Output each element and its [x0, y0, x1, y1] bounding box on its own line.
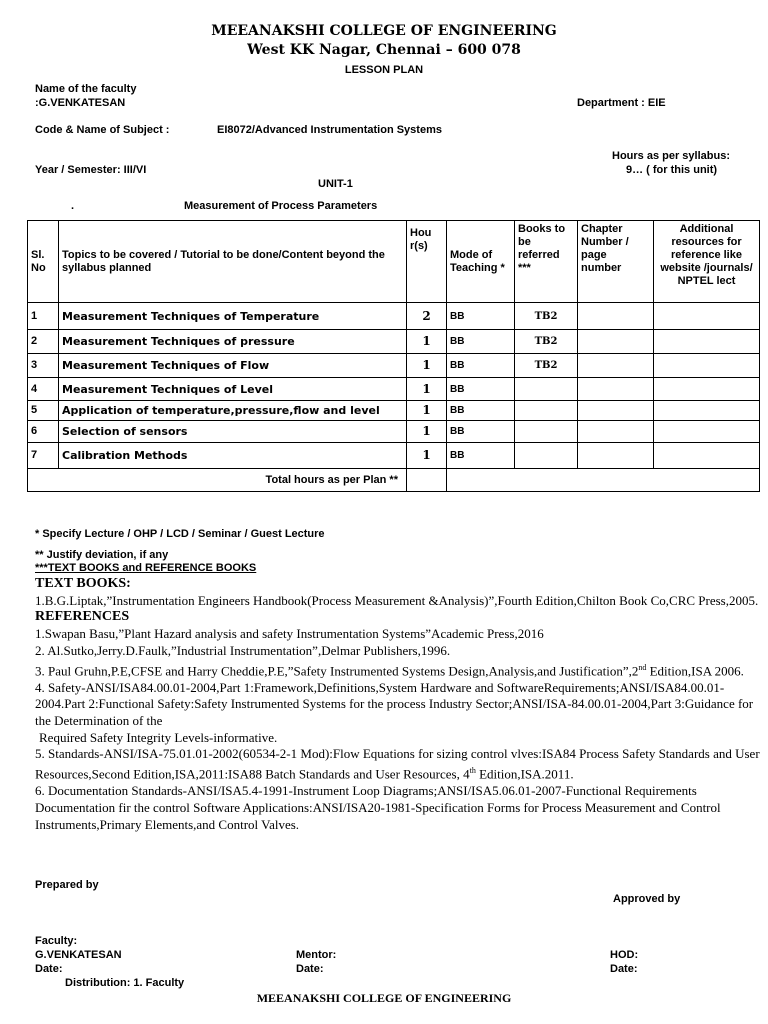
row-additional: [654, 401, 760, 421]
header-topics: Topics to be covered / Tutorial to be done/Content beyond the syllabus planned: [59, 221, 407, 303]
header-mode: Mode of Teaching *: [447, 221, 515, 303]
row-topic: Measurement Techniques of Temperature: [59, 303, 407, 330]
table-row: [28, 378, 760, 401]
row-topic: Measurement Techniques of pressure: [59, 330, 407, 354]
row-book: [515, 421, 578, 443]
hod-date: Date:: [610, 963, 638, 975]
references-block: [35, 576, 760, 833]
table-row: [28, 303, 760, 330]
prepared-by: Prepared by: [35, 879, 99, 891]
reference-text: 5. Standards-ANSI/ISA-75.01.01-2002(60534-2-1 Mod):Flow Equations for sizing control vlves:ISA84 Process Safety Standards and User Resources,Second Edition,ISA,2011:ISA88 Batch Standards and User Resources, 4: [35, 746, 760, 782]
row-additional: [654, 354, 760, 378]
row-chapter: [578, 303, 654, 330]
row-chapter: [578, 354, 654, 378]
row-sl: 6: [28, 421, 59, 443]
row-additional: [654, 421, 760, 443]
superscript: nd: [638, 662, 647, 672]
note-specify: * Specify Lecture / OHP / LCD / Seminar / Guest Lecture: [35, 528, 325, 540]
table-row: [28, 354, 760, 378]
total-hours-label: Total hours as per Plan **: [28, 469, 407, 492]
row-sl: 5: [28, 401, 59, 421]
faculty-name: :G.VENKATESAN: [35, 97, 126, 109]
table-row: [28, 443, 760, 469]
header-additional: Additional resources for reference like website /journals/ NPTEL lect: [654, 221, 760, 303]
faculty-label: Name of the faculty: [35, 83, 137, 95]
row-sl: 1: [28, 303, 59, 330]
row-book: [515, 443, 578, 469]
header-chapter: Chapter Number / page number: [578, 221, 654, 303]
reference-text: 3. Paul Gruhn,P.E,CFSE and Harry Cheddie,P.E,”Safety Instrumented Systems Design,Analysis,and Justification”,2: [35, 662, 639, 678]
unit-number: UNIT-1: [318, 178, 353, 190]
reference-item: 4. Safety-ANSI/ISA84.00.01-2004,Part 1:Framework,Definitions,System Hardware and SoftwareRequirements;ANSI/ISA84.00.01-2004.Part 2:Functional Safety:Safety Instrumented Systems for the process Industry Sector;ANSI/ISA-84.00.01-2004,Part 3:Guidance for the Determination of the: [35, 679, 754, 728]
college-address: West KK Nagar, Chennai – 600 078: [247, 42, 521, 58]
row-mode: BB: [447, 401, 515, 421]
hod-label: HOD:: [610, 949, 639, 961]
row-mode: BB: [447, 303, 515, 330]
reference-item: [35, 746, 760, 783]
row-book: TB2: [515, 303, 578, 330]
row-chapter: [578, 443, 654, 469]
reference-text: Edition,ISA.2011.: [475, 766, 574, 782]
row-sl: 4: [28, 378, 59, 401]
row-book: [515, 401, 578, 421]
note-justify: ** Justify deviation, if any: [35, 549, 169, 561]
row-chapter: [578, 401, 654, 421]
header-hours: Hou r(s): [407, 221, 447, 303]
textbooks-heading: TEXT BOOKS:: [35, 576, 131, 591]
row-chapter: [578, 378, 654, 401]
table-row: [28, 330, 760, 354]
row-book: TB2: [515, 330, 578, 354]
department: Department : EIE: [577, 97, 666, 109]
row-chapter: [578, 421, 654, 443]
total-empty: [447, 469, 760, 492]
table-row: [28, 401, 760, 421]
hours-label: Hours as per syllabus:: [612, 150, 730, 162]
faculty-sign-name: G.VENKATESAN: [35, 949, 122, 961]
row-mode: BB: [447, 330, 515, 354]
row-book: [515, 378, 578, 401]
footer-college-name: MEEANAKSHI COLLEGE OF ENGINEERING: [256, 991, 512, 1005]
row-hours: 1: [407, 421, 447, 443]
year-semester: Year / Semester: III/VI: [35, 164, 147, 176]
references-heading: REFERENCES: [35, 609, 130, 625]
reference-item: [35, 660, 760, 680]
superscript: th: [469, 766, 476, 776]
row-mode: BB: [447, 443, 515, 469]
mentor-label: Mentor:: [296, 949, 337, 961]
college-name: MEEANAKSHI COLLEGE OF ENGINEERING: [211, 23, 557, 39]
distribution: Distribution: 1. Faculty: [65, 977, 185, 989]
row-hours: 1: [407, 443, 447, 469]
subject-label: Code & Name of Subject :: [35, 124, 170, 136]
mentor-date: Date:: [296, 963, 324, 975]
row-sl: 2: [28, 330, 59, 354]
faculty-sign-label: Faculty:: [35, 935, 78, 947]
row-mode: BB: [447, 354, 515, 378]
row-sl: 7: [28, 443, 59, 469]
approved-by: Approved by: [613, 893, 681, 905]
reference-item: 1.Swapan Basu,”Plant Hazard analysis and safety Instrumentation Systems”Academic Press,2016: [35, 626, 544, 642]
row-additional: [654, 378, 760, 401]
header-books: Books to be referred ***: [515, 221, 578, 303]
reference-text: Edition,ISA 2006.: [646, 662, 744, 678]
row-hours: 1: [407, 401, 447, 421]
table-row: [28, 421, 760, 443]
total-hours-value: [407, 469, 447, 492]
header-sl-no: Sl. No: [28, 221, 59, 303]
reference-item: 2. Al.Sutko,Jerry.D.Faulk,”Industrial Instrumentation”,Delmar Publishers,1996.: [35, 642, 451, 658]
row-chapter: [578, 330, 654, 354]
row-mode: BB: [447, 378, 515, 401]
row-topic: Application of temperature,pressure,flow and level: [59, 401, 407, 421]
reference-item: 6. Documentation Standards-ANSI/ISA5.4-1991-Instrument Loop Diagrams;ANSI/ISA5.06.01-2007-Functional Requirements Documentation fir the control Software Applications:ANSI/ISA20-1981-Specification Forms for Process Measurement and Control Instruments,Primary Elements,and Control Valves.: [35, 783, 721, 832]
row-sl: 3: [28, 354, 59, 378]
textbook-item: 1.B.G.Liptak,”Instrumentation Engineers Handbook(Process Measurement &Analysis)”,Fourth Edition,Chilton Book Co,CRC Press,2005.: [35, 592, 759, 608]
row-book: TB2: [515, 354, 578, 378]
subject-name: EI8072/Advanced Instrumentation Systems: [217, 124, 442, 136]
row-additional: [654, 303, 760, 330]
hours-value: 9… ( for this unit): [626, 164, 718, 176]
total-row: [28, 469, 760, 492]
row-topic: Measurement Techniques of Flow: [59, 354, 407, 378]
row-mode: BB: [447, 421, 515, 443]
bullet-dot: .: [71, 200, 75, 212]
document-title: LESSON PLAN: [344, 64, 424, 76]
faculty-date: Date:: [35, 963, 63, 975]
unit-title: Measurement of Process Parameters: [184, 200, 378, 212]
row-hours: 1: [407, 378, 447, 401]
row-hours: 1: [407, 330, 447, 354]
row-topic: Measurement Techniques of Level: [59, 378, 407, 401]
row-hours: 2: [407, 303, 447, 330]
row-topic: Calibration Methods: [59, 443, 407, 469]
note-books-heading: ***TEXT BOOKS and REFERENCE BOOKS: [35, 562, 257, 574]
table-header-row: [28, 221, 760, 303]
lesson-plan-table: [27, 220, 760, 492]
row-additional: [654, 330, 760, 354]
row-hours: 1: [407, 354, 447, 378]
row-topic: Selection of sensors: [59, 421, 407, 443]
row-additional: [654, 443, 760, 469]
reference-item-cont: Required Safety Integrity Levels-informative.: [39, 729, 278, 745]
